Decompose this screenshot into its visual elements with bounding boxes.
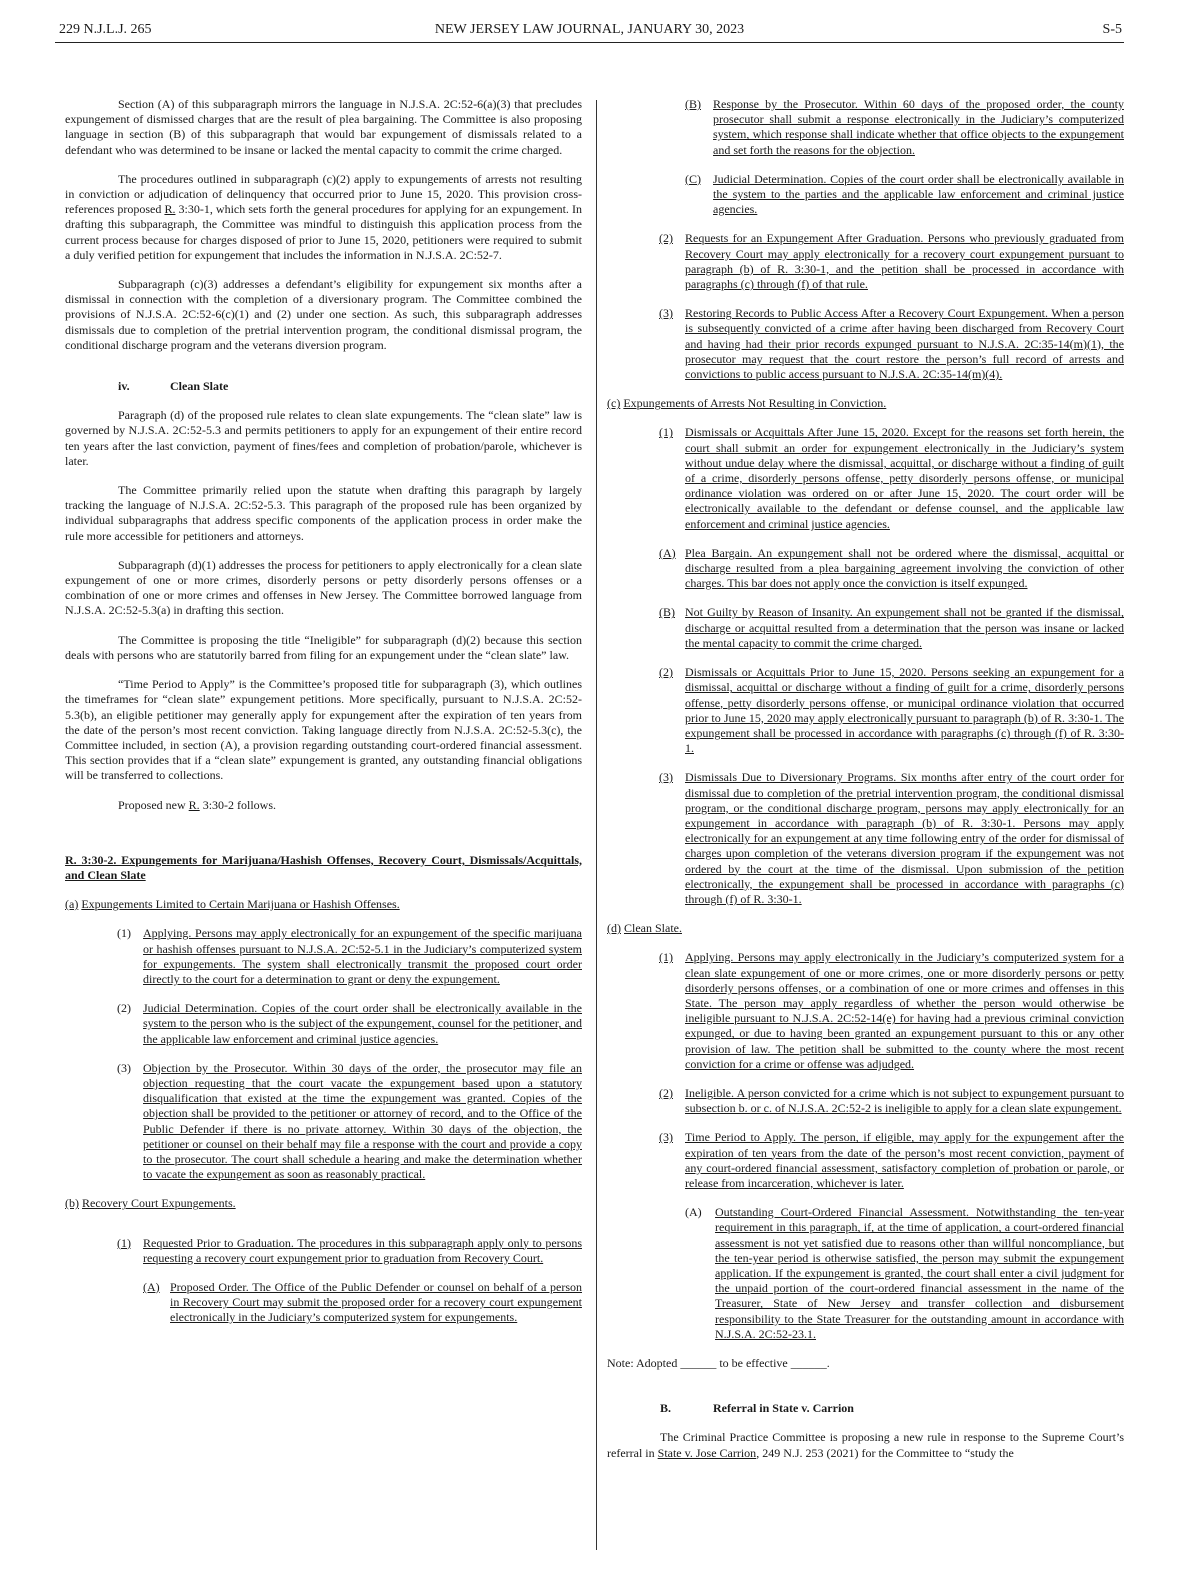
left-column bbox=[65, 97, 582, 1340]
rule-title: R. 3:30-2. Expungements for Marijuana/Hashish Offenses, Recovery Court, Dismissals/Acquittals, and Clean Slate bbox=[65, 852, 582, 882]
list-item-a1: (1) Applying. Persons may apply electronically for an expungement of the specific marijuana or hashish offenses pursuant to N.J.S.A. 2C:52-5.1 in the Judiciary’s computerized system for expungements. The system shall electronically transmit the proposed court order directly to the court for a determination to grant or deny the expungement. bbox=[117, 926, 582, 986]
header-citation: 229 N.J.L.J. 265 bbox=[59, 22, 152, 37]
heading-clean-slate: iv. Clean Slate bbox=[118, 379, 229, 394]
list-item-c3: (3) Dismissals Due to Diversionary Programs. Six months after entry of the court order for dismissal due to completion of the pretrial intervention program, the conditional dismissal program, or the conditional discharge program, persons may apply electronically for an expungement in accordance with paragraph (b) of R. 3:30-1. Persons may apply electronically for an expungement at any time following entry of the order for dismissal of charges upon completion of the veterans diversion program if the expungement was not ordered by the court at the time of the dismissal. Upon submission of the petition electronically, the expungement shall be processed in accordance with paragraphs (c) through (f) of R. 3:30-1. bbox=[659, 770, 1124, 906]
adoption-note: Note: Adopted ______ to be effective ______. bbox=[607, 1356, 830, 1371]
list-item-c2: (2) Dismissals or Acquittals Prior to June 15, 2020. Persons seeking an expungement for a dismissal, acquittal or discharge without a finding of guilt for a crime, disorderly persons offense, petty disorderly persons offense, or municipal ordinance violation that occurred prior to June 15, 2020 may apply electronically pursuant to paragraph (b) of R. 3:30-1. The expungement shall be processed in accordance with paragraphs (c) through (f) of R. 3:30-1. bbox=[659, 665, 1124, 756]
paragraph-c2-commentary: The procedures outlined in subparagraph (c)(2) apply to expungements of arrests not resulting in conviction or adjudication of delinquency that occurred prior to June 15, 2020. This provision cross-references proposed R. 3:30-1, which sets forth the general procedures for applying for an expungement. In drafting this subparagraph, the Committee was mindful to distinguish this application process from the current process because for charges disposed of prior to June 15, 2020, petitioners were required to submit a duly verified petition for expungement that includes the information in N.J.S.A. 2C:52-7. bbox=[65, 171, 582, 262]
header-page-number: S-5 bbox=[1102, 22, 1122, 37]
list-item-c1b: (B) Not Guilty by Reason of Insanity. An expungement shall not be granted if the dismissal, discharge or acquittal resulted from a determination that the person was insane or lacked the mental capacity to commit the crime charged. bbox=[659, 605, 1124, 650]
section-a-heading: (a) Expungements Limited to Certain Marijuana or Hashish Offenses. bbox=[65, 897, 400, 912]
paragraph-carrion-referral: The Criminal Practice Committee is proposing a new rule in response to the Supreme Court’s referral in State v. Jose Carrion, 249 N.J. 253 (2021) for the Committee to “study the bbox=[607, 1430, 1124, 1460]
list-item-c1a: (A) Plea Bargain. An expungement shall not be ordered where the dismissal, acquittal or discharge resulted from a plea bargaining agreement involving the conviction of other charges. This bar does not apply once the conviction is itself expunged. bbox=[659, 545, 1124, 591]
list-item-d1: (1) Applying. Persons may apply electronically in the Judiciary’s computerized system for a clean slate expungement of one or more crimes, one or more disorderly persons or petty disorderly persons offenses, or a combination of one or more crimes and offenses in this State. The person may apply regardless of whether the person would otherwise be ineligible pursuant to N.J.S.A. 2C:52-14(e) for having had a previous criminal conviction expunged, or due to having been granted an expungement pursuant to this or any other provision of law. The petition shall be submitted to the county where the most recent conviction for a crime or offense was adjudged. bbox=[659, 950, 1124, 1071]
list-item-d3a: (A) Outstanding Court-Ordered Financial Assessment. Notwithstanding the ten-year requirement in this paragraph, if, at the time of application, a court-ordered financial assessment is not yet satisfied due to reasons other than willful noncompliance, but the ten-year period is otherwise satisfied, the person may submit the expungement application. If the expungement is granted, the court shall enter a civil judgment for the unpaid portion of the court-ordered financial assessment in the name of the Treasurer, State of New Jersey and transfer collection and disbursement responsibility to the State Treasurer for the outstanding amount in accordance with N.J.S.A. 2C:52-23.1. bbox=[685, 1205, 1124, 1341]
list-item-b1a: (A) Proposed Order. The Office of the Public Defender or counsel on behalf of a person in Recovery Court may submit the proposed order for a recovery court expungement electronically in the Judiciary’s computerized system for expungements. bbox=[143, 1279, 582, 1325]
page-header bbox=[55, 20, 1124, 43]
heading-referral-carrion: B. Referral in State v. Carrion bbox=[660, 1401, 854, 1416]
list-item-c1: (1) Dismissals or Acquittals After June 15, 2020. Except for the reasons set forth herein, the court shall submit an order for expungement electronically in the Judiciary’s system without undue delay where the dismissal, acquittal, or discharge without a finding of guilt of a crime, disorderly persons offense, petty disorderly persons offense, or municipal ordinance violation was ordered on or after June 15, 2020. The court order will be electronically available to the defendant or defense counsel, and the applicable law enforcement and criminal justice agencies. bbox=[659, 425, 1124, 531]
list-item-a2: (2) Judicial Determination. Copies of the court order shall be electronically available in the system to the person who is the subject of the expungement, counsel for the petitioner, and the applicable law enforcement and criminal justice agencies. bbox=[117, 1001, 582, 1046]
column-divider bbox=[596, 100, 597, 1550]
paragraph-d2-commentary: The Committee is proposing the title “Ineligible” for subparagraph (d)(2) because this section deals with persons who are statutorily barred from filing for an expungement under the “clean slate” law. bbox=[65, 632, 582, 662]
list-item-b1b: (B) Response by the Prosecutor. Within 60 days of the proposed order, the county prosecutor shall submit a response electronically in the Judiciary’s computerized system, which response shall indicate whether that office objects to the expungement and set forth the reasons for the objection. bbox=[685, 97, 1124, 157]
list-item-b1c: (C) Judicial Determination. Copies of the court order shall be electronically available in the system to the parties and the applicable law enforcement and criminal justice agencies. bbox=[685, 171, 1124, 217]
header-journal-title: NEW JERSEY LAW JOURNAL, JANUARY 30, 2023 bbox=[434, 22, 745, 37]
list-item-a3: (3) Objection by the Prosecutor. Within 30 days of the order, the prosecutor may file an objection requesting that the court vacate the expungement based upon a statutory disqualification that existed at the time the expungement was granted. Copies of the objection shall be provided to the petitioner or attorney of record, and to the Office of the Public Defender if there is no private attorney. Within 30 days of the objection, the petitioner or counsel on their behalf may file a response with the court and provide a copy to the prosecutor. The court shall schedule a hearing and make the determination whether to vacate the expungement as soon as reasonably practical. bbox=[117, 1060, 582, 1182]
paragraph-statute-commentary: The Committee primarily relied upon the statute when drafting this paragraph by largely tracking the language of N.J.S.A. 2C:52-5.3. This paragraph of the proposed rule has been organized by individual subparagraphs that address specific components of the application process in order make the rule more accessible for petitioners and attorneys. bbox=[65, 483, 582, 543]
list-item-b1: (1) Requested Prior to Graduation. The procedures in this subparagraph apply only to persons requesting a recovery court expungement prior to graduation from Recovery Court. bbox=[117, 1235, 582, 1265]
paragraph-d3-commentary: “Time Period to Apply” is the Committee’s proposed title for subparagraph (3), which outlines the timeframes for “clean slate” expungement petitions. More specifically, pursuant to N.J.S.A. 2C:52-5.3(b), an eligible petitioner may generally apply for expungement after the expiration of ten years from the date of the person’s most recent conviction. Taking language directly from N.J.S.A. 2C:52-5.3(c), the Committee included, in section (A), a provision regarding outstanding court-ordered financial assessment. This section provides that if a “clean slate” expungement is granted, any outstanding financial obligations will be transferred to collections. bbox=[65, 677, 582, 783]
right-column bbox=[607, 97, 1124, 1475]
paragraph-rule-follows: Proposed new R. 3:30-2 follows. bbox=[118, 797, 277, 812]
list-item-b2: (2) Requests for an Expungement After Graduation. Persons who previously graduated from Recovery Court may apply electronically for a recovery court expungement pursuant to paragraph (b) of R. 3:30-1, and the petition shall be processed in accordance with paragraphs (c) through (f) of that rule. bbox=[659, 231, 1124, 292]
paragraph-d-commentary: Paragraph (d) of the proposed rule relates to clean slate expungements. The “clean slate” law is governed by N.J.S.A. 2C:52-5.3 and permits petitioners to apply for an expungement of their entire record ten years after the last conviction, payment of fines/fees and completion of probation/parole, whichever is later. bbox=[65, 408, 582, 468]
paragraph-c3-commentary: Subparagraph (c)(3) addresses a defendant’s eligibility for expungement six months after a dismissal in connection with the completion of a diversionary program. The Committee combined the provisions of N.J.S.A. 2C:52-6(c)(1) and (2) under one section. As such, this subparagraph addresses dismissals due to completion of the pretrial intervention program, the conditional dismissal program, the conditional discharge program and the veterans diversion program. bbox=[65, 277, 582, 352]
section-d-heading: (d) Clean Slate. bbox=[607, 921, 682, 936]
paragraph-d1-commentary: Subparagraph (d)(1) addresses the process for petitioners to apply electronically for a clean slate expungement of one or more crimes, disorderly persons or petty disorderly persons offenses or a combination of one or more crimes and offenses in New Jersey. The Committee borrowed language from N.J.S.A. 2C:52-5.3(a) in drafting this section. bbox=[65, 557, 582, 618]
list-item-d2: (2) Ineligible. A person convicted for a crime which is not subject to expungement pursuant to subsection b. or c. of N.J.S.A. 2C:52-2 is ineligible to apply for a clean slate expungement. bbox=[659, 1085, 1124, 1116]
section-b-heading: (b) Recovery Court Expungements. bbox=[65, 1196, 236, 1211]
section-c-heading: (c) Expungements of Arrests Not Resulting in Conviction. bbox=[607, 396, 887, 411]
paragraph-section-a-commentary: Section (A) of this subparagraph mirrors the language in N.J.S.A. 2C:52-6(a)(3) that precludes expungement of dismissed charges that are the result of plea bargaining. The Committee is also proposing language in section (B) of this subparagraph that would bar expungement of dismissals related to a defendant who was determined to be insane or lacked the mental capacity to commit the crime charged. bbox=[65, 97, 582, 157]
list-item-b3: (3) Restoring Records to Public Access After a Recovery Court Expungement. When a person is subsequently convicted of a crime after having been discharged from Recovery Court and having had their prior records expunged pursuant to N.J.S.A. 2C:35-14(m)(1), the prosecutor may request that the court restore the person’s full record of arrests and convictions to public access pursuant to N.J.S.A. 2C:35-14(m)(4). bbox=[659, 306, 1124, 382]
list-item-d3: (3) Time Period to Apply. The person, if eligible, may apply for the expungement after the expiration of ten years from the date of the person’s most recent conviction, payment of any court-ordered financial assessment, satisfactory completion of probation or parole, or release from incarceration, whichever is later. bbox=[659, 1130, 1124, 1190]
